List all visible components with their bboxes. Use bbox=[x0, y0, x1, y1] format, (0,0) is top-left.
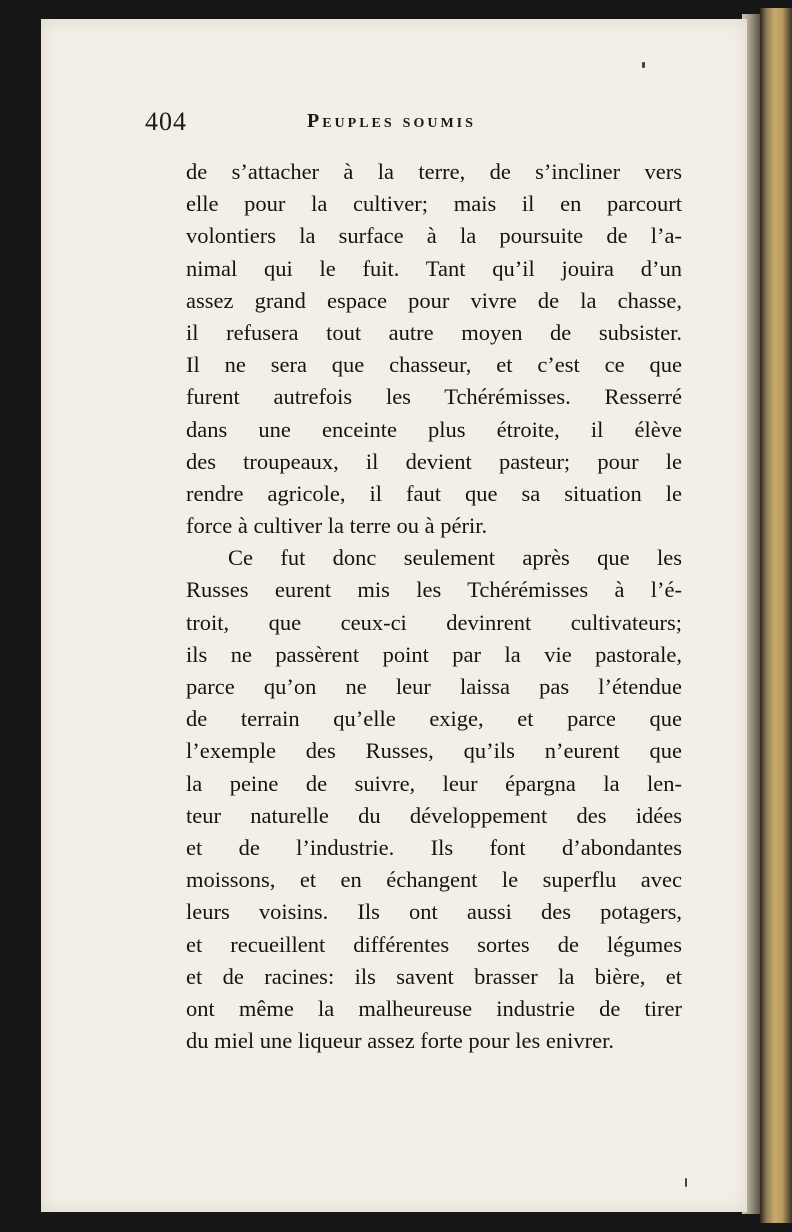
text-line: teur naturelle du développement des idées bbox=[186, 802, 682, 828]
text-line: et recueillent différentes sortes de légumes bbox=[186, 931, 682, 957]
text-line: elle pour la cultiver; mais il en parcourt bbox=[186, 191, 682, 217]
text-line: l’exemple des Russes, qu’ils n’eurent que bbox=[186, 738, 682, 764]
running-title: Peuples soumis bbox=[307, 110, 476, 132]
text-line: ont même la malheureuse industrie de tirer bbox=[186, 995, 682, 1021]
text-line: rendre agricole, il faut que sa situation le bbox=[186, 480, 682, 506]
paper-speck bbox=[642, 62, 645, 68]
text-line: nimal qui le fuit. Tant qu’il jouira d’un bbox=[186, 255, 682, 281]
body-text bbox=[186, 156, 682, 1057]
text-line: la peine de suivre, leur épargna la len- bbox=[186, 770, 682, 796]
text-line: parce qu’on ne leur laissa pas l’étendue bbox=[186, 674, 682, 699]
text-line: force à cultiver la terre ou à périr. bbox=[186, 513, 488, 539]
text-line: et de racines: ils savent brasser la bière, et bbox=[186, 963, 682, 989]
text-line: dans une enceinte plus étroite, il élève bbox=[186, 416, 682, 442]
text-line: moissons, et en échangent le superflu avec bbox=[186, 867, 682, 893]
text-line: de s’attacher à la terre, de s’incliner vers bbox=[186, 159, 682, 184]
text-line: et de l’industrie. Ils font d’abondantes bbox=[186, 834, 682, 860]
text-line: Ce fut donc seulement après que les bbox=[228, 545, 682, 571]
text-line: troit, que ceux-ci devinrent cultivateurs; bbox=[186, 609, 682, 635]
text-line: furent autrefois les Tchérémisses. Resserré bbox=[186, 384, 682, 410]
running-head bbox=[145, 107, 545, 143]
page-number: 404 bbox=[145, 107, 187, 136]
next-page-edge bbox=[760, 8, 792, 1223]
text-line: Russes eurent mis les Tchérémisses à l’é- bbox=[186, 577, 682, 603]
text-line: ils ne passèrent point par la vie pastorale, bbox=[186, 641, 682, 667]
text-line: Il ne sera que chasseur, et c’est ce que bbox=[186, 352, 682, 378]
text-line: de terrain qu’elle exige, et parce que bbox=[186, 706, 682, 732]
text-line: il refusera tout autre moyen de subsister. bbox=[186, 319, 682, 345]
paragraph bbox=[186, 542, 682, 1057]
text-line: des troupeaux, il devient pasteur; pour le bbox=[186, 448, 682, 474]
paper-speck bbox=[685, 1178, 687, 1187]
text-line: leurs voisins. Ils ont aussi des potagers, bbox=[186, 899, 682, 925]
text-line: assez grand espace pour vivre de la chasse, bbox=[186, 287, 682, 313]
paragraph bbox=[186, 156, 682, 542]
text-line: du miel une liqueur assez forte pour les enivrer. bbox=[186, 1028, 614, 1054]
text-line: volontiers la surface à la poursuite de l’a- bbox=[186, 223, 682, 249]
